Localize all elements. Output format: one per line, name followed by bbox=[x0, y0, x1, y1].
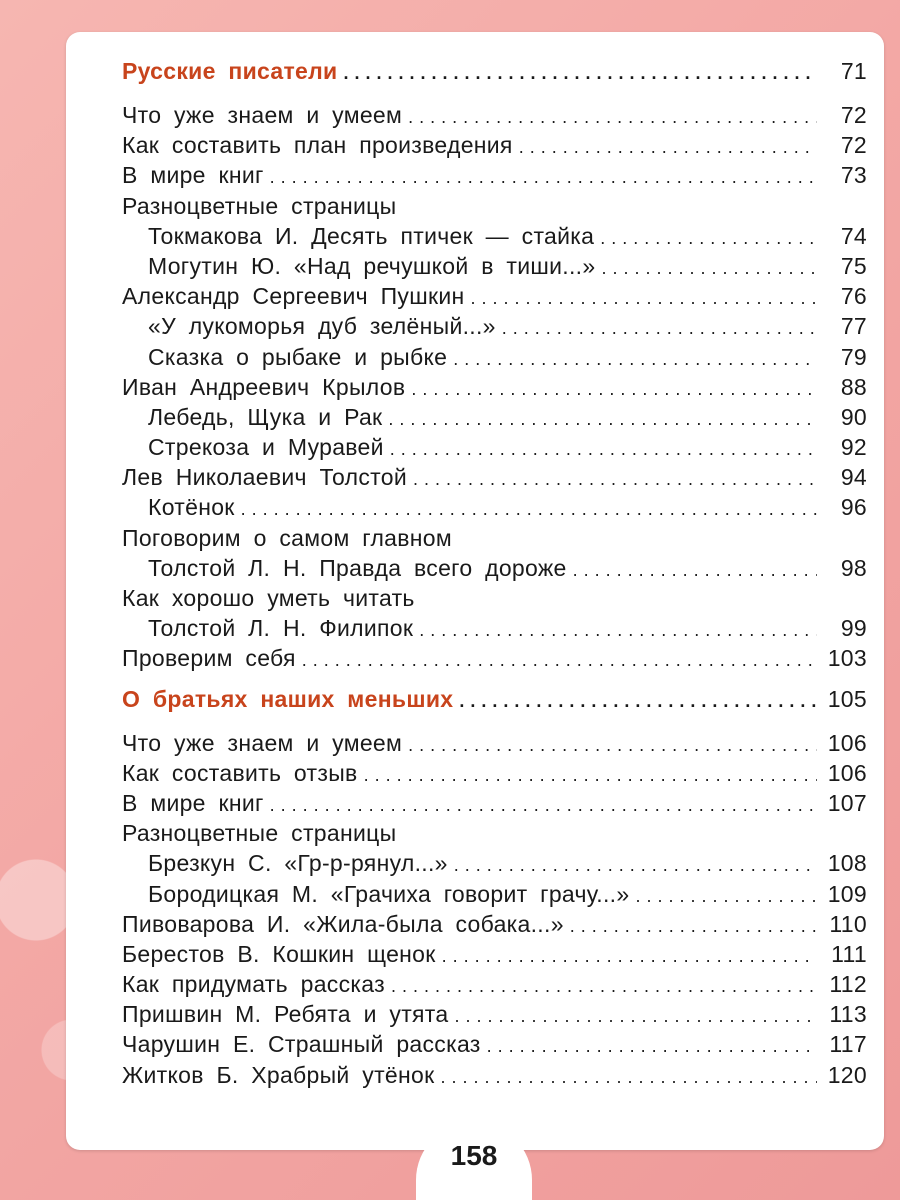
dot-leader bbox=[454, 855, 817, 876]
dot-leader bbox=[270, 167, 817, 188]
entry-page-number: 98 bbox=[840, 554, 867, 581]
toc-entry bbox=[122, 820, 867, 850]
entry-page-number: 120 bbox=[827, 1061, 867, 1088]
entry-page-number: 71 bbox=[840, 58, 867, 84]
toc-entry bbox=[122, 760, 867, 790]
toc-entry bbox=[122, 464, 867, 494]
dot-leader bbox=[302, 650, 817, 671]
entry-title: Брезкун С. «Гр-р-рянул...» bbox=[148, 850, 448, 877]
dot-leader bbox=[390, 439, 817, 460]
entry-title: Котёнок bbox=[148, 494, 235, 521]
entry-title: Поговорим о самом главном bbox=[122, 524, 452, 551]
toc-entry bbox=[122, 374, 867, 404]
toc-entry bbox=[122, 850, 867, 880]
toc-entry bbox=[122, 193, 867, 223]
entry-page-number: 75 bbox=[840, 252, 867, 279]
section-heading-row bbox=[122, 58, 867, 102]
dot-leader bbox=[442, 946, 817, 967]
entry-page-number: 112 bbox=[829, 971, 867, 998]
entry-page-number: 96 bbox=[840, 494, 867, 521]
entry-page-number: 77 bbox=[840, 313, 867, 340]
dot-leader bbox=[364, 765, 817, 786]
dot-leader bbox=[408, 107, 817, 128]
entry-title: Берестов В. Кошкин щенок bbox=[122, 940, 436, 967]
toc-entry bbox=[122, 434, 867, 464]
entry-page-number: 72 bbox=[840, 102, 867, 128]
toc-entry bbox=[122, 911, 867, 941]
toc-entry bbox=[122, 941, 867, 971]
entry-page-number: 111 bbox=[831, 940, 867, 967]
entry-title: Как придумать рассказ bbox=[122, 971, 385, 998]
page-number: 158 bbox=[416, 1122, 532, 1200]
entry-title: Бородицкая М. «Грачиха говорит грачу...» bbox=[148, 880, 630, 907]
toc-entry bbox=[122, 881, 867, 911]
section-gap bbox=[122, 676, 867, 686]
entry-title: Лев Николаевич Толстой bbox=[122, 464, 407, 491]
entry-title: Пивоварова И. «Жила-была собака...» bbox=[122, 910, 564, 937]
dot-leader bbox=[487, 1036, 817, 1057]
dot-leader bbox=[388, 409, 817, 430]
entry-page-number: 92 bbox=[840, 434, 867, 461]
entry-title: В мире книг bbox=[122, 162, 264, 189]
toc-entry bbox=[122, 615, 867, 645]
toc-entry bbox=[122, 102, 867, 132]
entry-title: Разноцветные страницы bbox=[122, 192, 397, 219]
dot-leader bbox=[408, 735, 817, 756]
entry-title: Толстой Л. Н. Филипок bbox=[148, 615, 414, 642]
entry-page-number: 99 bbox=[840, 615, 867, 642]
dot-leader bbox=[391, 976, 817, 997]
entry-title: Как хорошо уметь читать bbox=[122, 585, 415, 611]
toc-entry bbox=[122, 730, 867, 760]
entry-page-number: 94 bbox=[840, 464, 867, 491]
entry-title: Лебедь, Щука и Рак bbox=[148, 403, 383, 430]
entry-title: Проверим себя bbox=[122, 645, 296, 672]
entry-page-number: 113 bbox=[829, 1001, 867, 1028]
entry-page-number: 106 bbox=[827, 759, 867, 786]
entry-page-number: 109 bbox=[827, 880, 867, 907]
toc-entry bbox=[122, 645, 867, 675]
dot-leader bbox=[519, 137, 817, 158]
entry-title: Стрекоза и Муравей bbox=[148, 434, 384, 461]
entry-page-number: 88 bbox=[840, 373, 867, 400]
toc-entry bbox=[122, 790, 867, 820]
dot-leader bbox=[454, 1006, 817, 1027]
entry-page-number: 72 bbox=[840, 132, 867, 159]
dot-leader bbox=[241, 499, 817, 520]
entry-page-number: 110 bbox=[829, 910, 867, 937]
dot-leader bbox=[413, 469, 817, 490]
entry-title: В мире книг bbox=[122, 789, 264, 816]
entry-title: Александр Сергеевич Пушкин bbox=[122, 283, 465, 310]
entry-page-number: 107 bbox=[827, 789, 867, 816]
entry-page-number: 90 bbox=[840, 403, 867, 430]
entry-title: Пришвин М. Ребята и утята bbox=[122, 1001, 449, 1028]
toc-entry bbox=[122, 971, 867, 1001]
table-of-contents bbox=[122, 58, 867, 1092]
toc-entry bbox=[122, 585, 867, 615]
toc-entry bbox=[122, 132, 867, 162]
entry-title: Как составить отзыв bbox=[122, 759, 358, 786]
dot-leader bbox=[570, 916, 817, 937]
dot-leader bbox=[453, 349, 817, 370]
toc-entry bbox=[122, 1031, 867, 1061]
toc-entry bbox=[122, 555, 867, 585]
dot-leader bbox=[573, 560, 817, 581]
entry-title: Что уже знаем и умеем bbox=[122, 102, 403, 128]
toc-entry bbox=[122, 494, 867, 524]
entry-title: Чарушин Е. Страшный рассказ bbox=[122, 1031, 481, 1058]
entry-title: Могутин Ю. «Над речушкой в тиши...» bbox=[148, 252, 596, 279]
entry-page-number: 103 bbox=[827, 645, 867, 672]
dot-leader bbox=[502, 318, 817, 339]
toc-entry bbox=[122, 404, 867, 434]
entry-page-number: 79 bbox=[840, 343, 867, 370]
section-heading-row bbox=[122, 686, 867, 730]
dot-leader bbox=[459, 691, 817, 712]
toc-entry bbox=[122, 223, 867, 253]
entry-page-number: 105 bbox=[827, 685, 867, 712]
dot-leader bbox=[270, 795, 817, 816]
entry-page-number: 74 bbox=[840, 222, 867, 249]
entry-title: Как составить план произведения bbox=[122, 132, 513, 159]
toc-entry bbox=[122, 1062, 867, 1092]
toc-entry bbox=[122, 344, 867, 374]
toc-entry bbox=[122, 525, 867, 555]
entry-title: Житков Б. Храбрый утёнок bbox=[122, 1061, 435, 1088]
entry-title: Сказка о рыбаке и рыбке bbox=[148, 343, 448, 370]
entry-title: Что уже знаем и умеем bbox=[122, 729, 403, 756]
entry-page-number: 117 bbox=[829, 1031, 867, 1058]
toc-entry bbox=[122, 313, 867, 343]
toc-entry bbox=[122, 162, 867, 192]
dot-leader bbox=[411, 379, 817, 400]
entry-title: Иван Андреевич Крылов bbox=[122, 373, 406, 400]
dot-leader bbox=[601, 258, 817, 279]
dot-leader bbox=[635, 886, 817, 907]
toc-entry bbox=[122, 253, 867, 283]
entry-page-number: 73 bbox=[840, 162, 867, 189]
dot-leader bbox=[343, 63, 817, 84]
entry-page-number: 108 bbox=[827, 850, 867, 877]
entry-title: Толстой Л. Н. Правда всего дороже bbox=[148, 554, 567, 581]
section-title: О братьях наших меньших bbox=[122, 685, 454, 712]
entry-title: Разноцветные страницы bbox=[122, 820, 397, 847]
entry-title: Токмакова И. Десять птичек — стайка bbox=[148, 222, 595, 249]
dot-leader bbox=[419, 620, 817, 641]
entry-page-number: 106 bbox=[827, 729, 867, 756]
dot-leader bbox=[470, 288, 817, 309]
entry-page-number: 76 bbox=[840, 283, 867, 310]
dot-leader bbox=[440, 1067, 817, 1088]
section-title: Русские писатели bbox=[122, 58, 338, 84]
dot-leader bbox=[600, 228, 817, 249]
entry-title: «У лукоморья дуб зелёный...» bbox=[148, 313, 496, 340]
toc-entry bbox=[122, 1001, 867, 1031]
toc-entry bbox=[122, 283, 867, 313]
